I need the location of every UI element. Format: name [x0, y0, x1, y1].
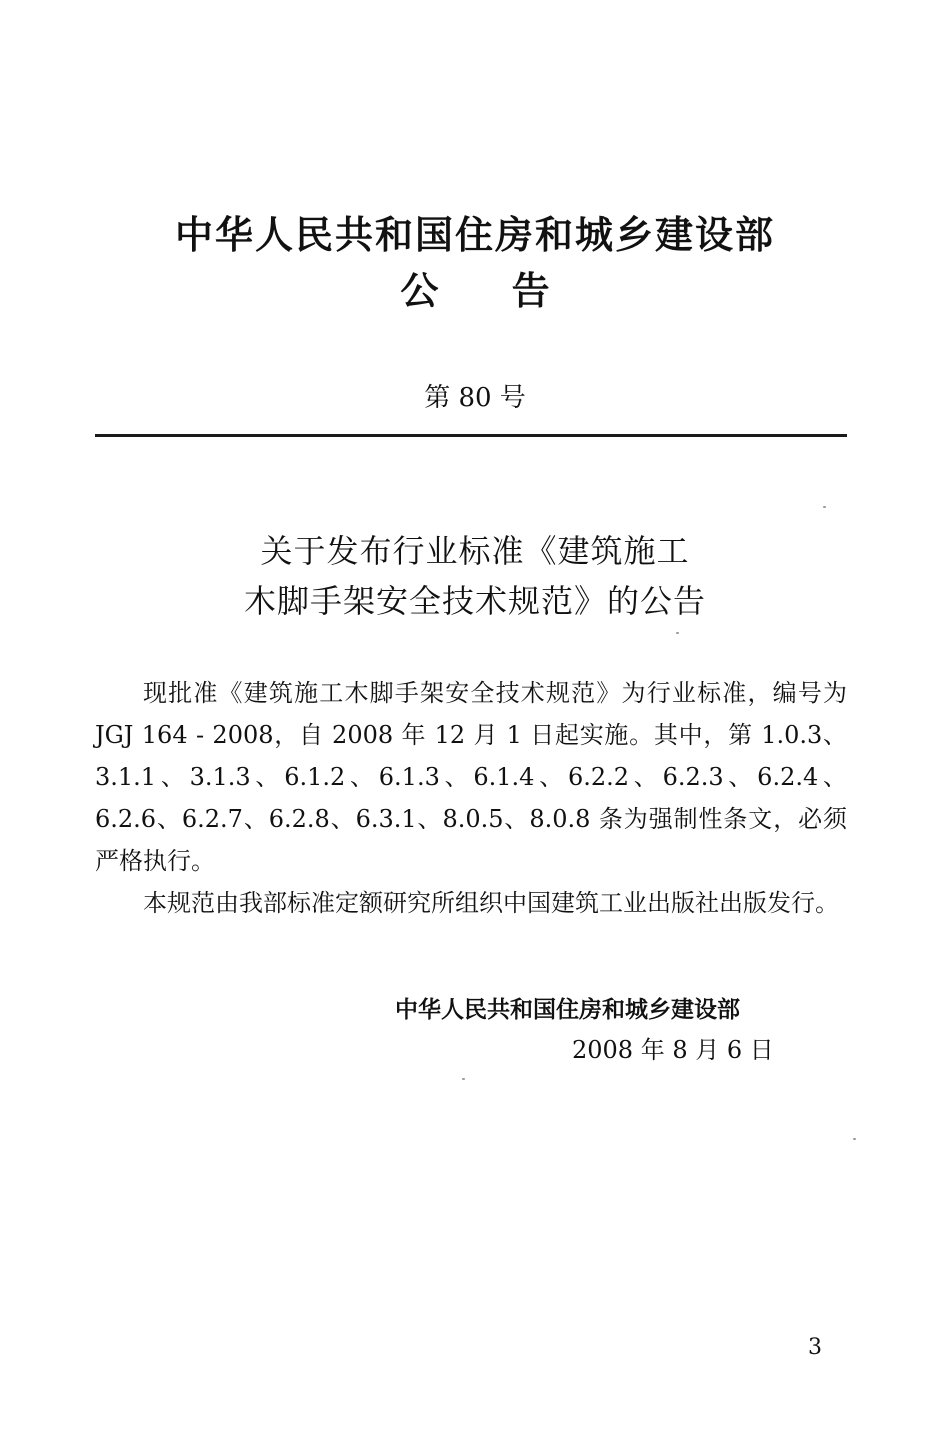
announcement-number: 第 80 号 [424, 383, 526, 413]
body-paragraph-2: 本规范由我部标准定额研究所组织中国建筑工业出版社出版发行。 [143, 889, 839, 917]
announcement-body [95, 672, 847, 924]
header-divider [95, 434, 847, 437]
signature-organization: 中华人民共和国住房和城乡建设部 [395, 997, 740, 1023]
document-type-heading: 公 告 [400, 269, 550, 313]
scan-speck [823, 506, 826, 508]
body-paragraph-1: 现批准《建筑施工木脚手架安全技术规范》为行业标准，编号为 JGJ 164 - 2008，自 2008 年 12 月 1 日起实施。其中，第 1.0.3、3.1.1、3.1.3、6.1.2、6.1.3、6.1.4、6.2.2、6.2.3、6.2.4、6.2.6、6.2.7、6.2.8、6.3.1、8.0.5、8.0.8 条为强制性条文，必须严格执行。 [95, 679, 847, 875]
signature-date: 2008 年 8 月 6 日 [572, 1036, 774, 1064]
scan-speck [462, 1078, 465, 1080]
subject-line-2: 木脚手架安全技术规范》的公告 [243, 582, 706, 620]
page-number: 3 [808, 1335, 822, 1360]
scan-speck [676, 632, 679, 634]
ministry-title: 中华人民共和国住房和城乡建设部 [174, 213, 775, 257]
scan-speck [853, 1138, 856, 1140]
subject-line-1: 关于发布行业标准《建筑施工 [260, 532, 690, 570]
announcement-subject [0, 526, 950, 626]
